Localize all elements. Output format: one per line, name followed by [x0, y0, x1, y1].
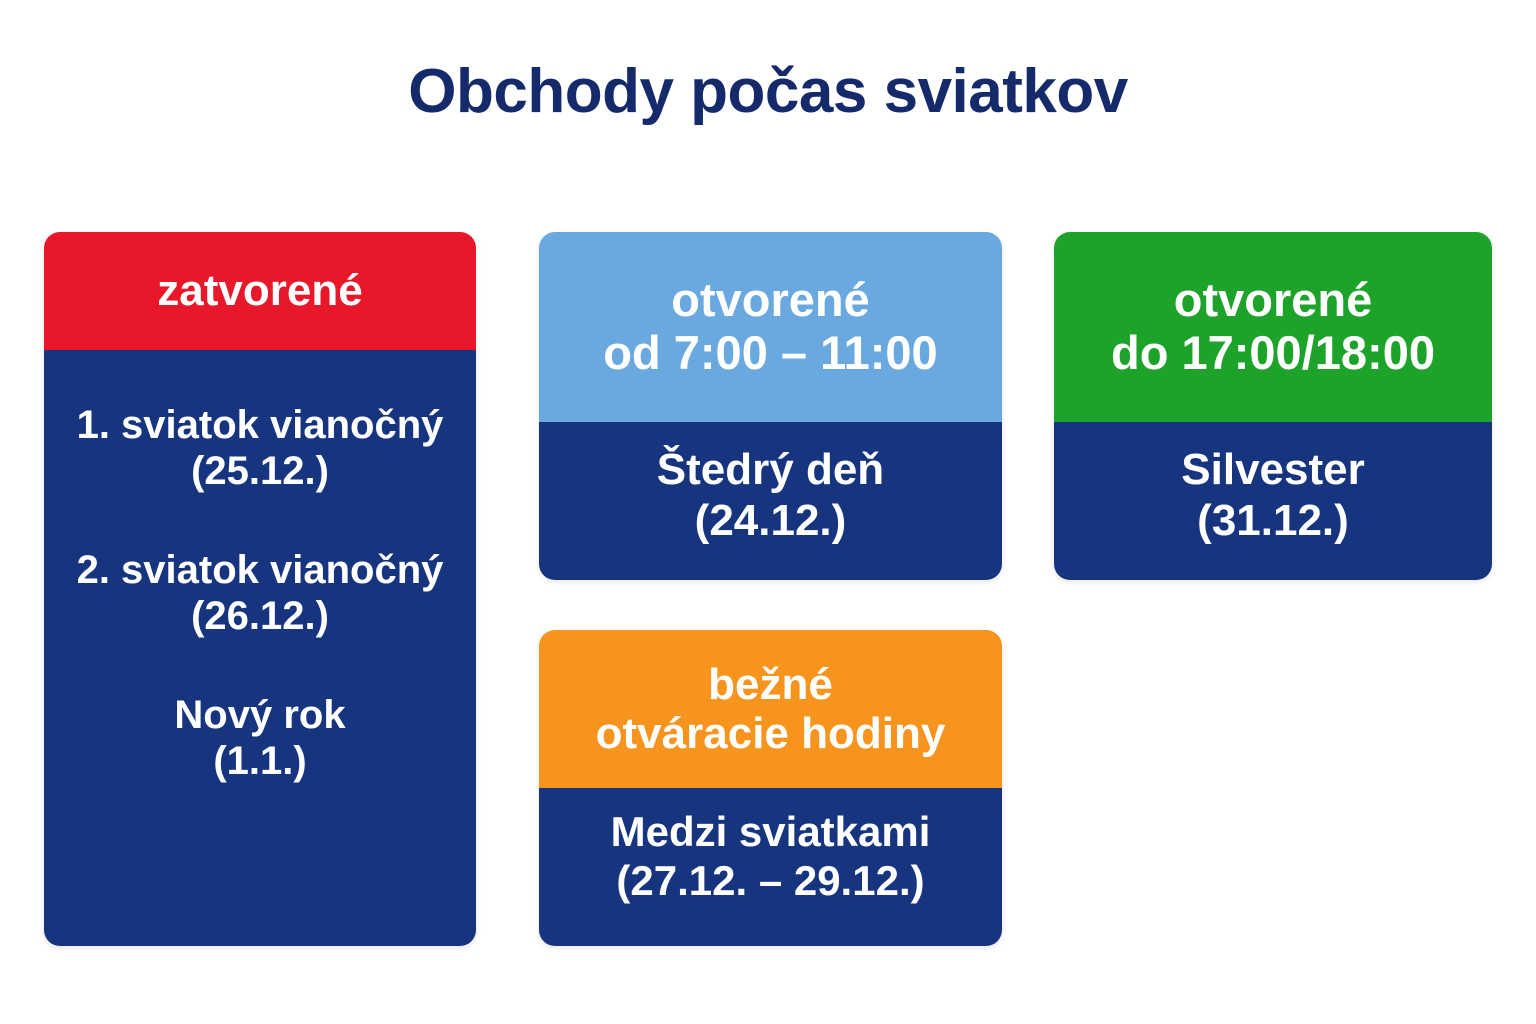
list-item	[54, 692, 466, 785]
card-morning-body	[539, 422, 1002, 580]
card-closed-body	[44, 350, 476, 946]
card-closed-status	[44, 232, 476, 350]
card-closed-days	[44, 232, 476, 946]
list-item	[54, 402, 466, 495]
closed-entry-3-date: (1.1.)	[213, 738, 307, 783]
card-morning-status-line-2: od 7:00 – 11:00	[603, 326, 938, 379]
closed-entry-1-date: (25.12.)	[191, 449, 329, 494]
list-item	[54, 547, 466, 640]
card-closed-status-line-1: zatvorené	[157, 266, 363, 316]
list-item	[549, 808, 992, 905]
normal-entry-1-name: Medzi sviatkami	[610, 808, 931, 855]
closed-entry-3-name: Nový rok	[174, 692, 346, 737]
card-normal-status-line-2: otváracie hodiny	[595, 709, 946, 758]
holiday-opening-hours-board	[44, 232, 1492, 952]
card-silvester-body	[1054, 422, 1492, 580]
card-silvester-hours	[1054, 232, 1492, 580]
card-morning-status	[539, 232, 1002, 422]
card-silvester-status-line-2: do 17:00/18:00	[1111, 326, 1435, 379]
card-morning-hours	[539, 232, 1002, 580]
morning-entry-1-name: Štedrý deň	[656, 445, 885, 494]
card-silvester-status	[1054, 232, 1492, 422]
card-silvester-status-line-1: otvorené	[1173, 273, 1373, 327]
card-normal-hours	[539, 630, 1002, 946]
card-morning-status-line-1: otvorené	[671, 273, 870, 327]
closed-entry-1-name: 1. sviatok vianočný	[76, 403, 444, 447]
silvester-entry-1-name: Silvester	[1181, 445, 1365, 494]
list-item	[549, 444, 992, 546]
morning-entry-1-date: (24.12.)	[694, 496, 847, 546]
card-normal-status	[539, 630, 1002, 788]
closed-entry-2-date: (26.12.)	[191, 594, 329, 639]
normal-entry-1-date: (27.12. – 29.12.)	[616, 856, 925, 904]
page-title: Obchody počas sviatkov	[408, 57, 1128, 126]
card-normal-status-line-1: bežné	[708, 659, 833, 709]
list-item	[1064, 444, 1482, 546]
silvester-entry-1-date: (31.12.)	[1197, 496, 1349, 546]
closed-entry-2-name: 2. sviatok vianočný	[76, 547, 444, 592]
card-normal-body	[539, 788, 1002, 946]
